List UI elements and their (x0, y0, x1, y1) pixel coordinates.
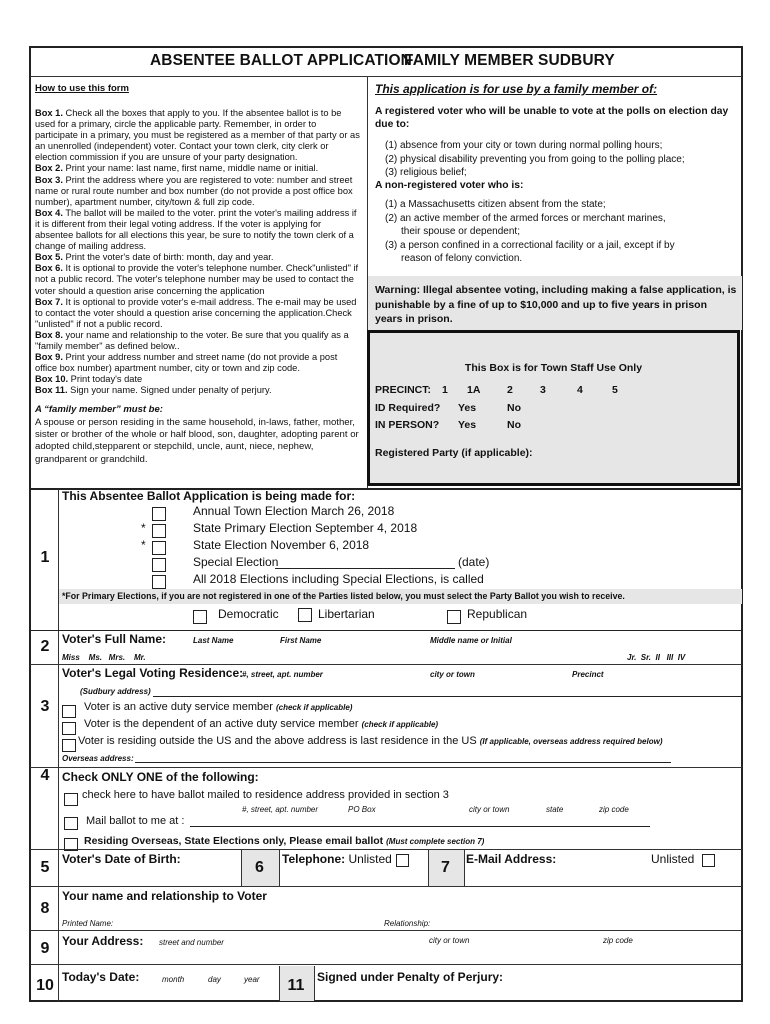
last-name-hint: Last Name (193, 636, 234, 645)
overseas-hint: Overseas address: (62, 754, 134, 763)
howto-item (35, 263, 361, 296)
party-label: Republican (467, 607, 528, 621)
divider (30, 664, 742, 665)
family-definition: A spouse or person residing in the same household, in-laws, father, mother, sister or brother of the whole or half blood, son, daughter, adopting parent or adopted child,stepparent or stepchild, uncle, aunt, niece, nephew, grandparent or grandchild. (35, 417, 359, 465)
s8-label: Your name and relationship to Voter (62, 889, 267, 903)
howto-box-number: Box 3. (35, 174, 63, 185)
city-hint: city or town (469, 805, 510, 814)
opt-text: Residing Overseas, State Elections only, Please email ballot (84, 835, 384, 847)
s1-heading: This Absentee Ballot Application is being made for: (62, 489, 356, 503)
s5-label: Voter's Date of Birth: (62, 852, 181, 866)
unlisted-label: Unlisted (651, 852, 695, 866)
party-label: Democratic (218, 607, 279, 621)
howto-item (35, 330, 361, 352)
year-hint: year (244, 975, 260, 984)
howto-box-number: Box 4. (35, 207, 63, 218)
howto-item (35, 252, 361, 263)
howto-box-number: Box 10. (35, 374, 69, 385)
asterisk: * (141, 521, 146, 535)
howto-box-number: Box 5. (35, 252, 63, 263)
howto-heading: How to use this form (35, 83, 129, 94)
howto-box-number: Box 1. (35, 108, 63, 118)
party-checkbox[interactable] (298, 606, 312, 624)
registered-voter: A registered voter who will be unable to vote at the polls on election day due to: (375, 106, 729, 130)
howto-box-text: Print today's date (68, 374, 143, 385)
reason-list (385, 139, 685, 180)
in-person-yes: Yes (458, 419, 477, 431)
divider (30, 930, 742, 931)
overseas-line[interactable] (135, 762, 671, 763)
divider (30, 76, 742, 77)
divider (30, 849, 742, 850)
reason-item: (3) religious belief; (385, 167, 467, 178)
opt-note: (If applicable, overseas address required below) (479, 737, 663, 746)
opt-text: Voter is an active duty service member (84, 701, 273, 713)
section-number: 9 (40, 940, 50, 957)
reason-item: (1) absence from your city or town during normal polling hours; (385, 140, 663, 151)
howto-box-text: Sign your name. Signed under penalty of perjury. (67, 385, 272, 396)
s10-label: Today's Date: (62, 970, 140, 984)
howto-item (35, 385, 361, 396)
howto-item (35, 352, 361, 374)
precinct-2: 2 (507, 384, 513, 396)
election-label: Annual Town Election March 26, 2018 (193, 504, 395, 518)
zip-hint: zip code (603, 936, 633, 945)
precinct-5: 5 (612, 384, 618, 396)
sudbury-hint: (Sudbury address) (80, 687, 151, 696)
residence-line[interactable] (153, 696, 741, 697)
po-hint: PO Box (348, 805, 376, 814)
email-unlisted-checkbox[interactable] (702, 852, 715, 870)
howto-item (35, 297, 361, 330)
howto-box-text: Print the address where you are registered to vote: number and street name or rural route number and box number (do not provide a post office box number), apartment number, city/town & full zip code. (35, 174, 353, 207)
date-label: (date) (458, 555, 490, 569)
in-person-no: No (507, 419, 521, 431)
precinct-1: 1 (442, 384, 448, 396)
howto-box-text: your name and relationship to the voter. Be sure that you qualify as a "family member" as defined below.. (35, 329, 349, 351)
opt-note: (Must complete section 7) (386, 837, 485, 846)
opt-text: Voter is residing outside the US and the above address is last residence in the US (78, 735, 477, 747)
section-number: 4 (40, 767, 50, 784)
section-number: 8 (40, 900, 50, 917)
street-hint: #, street, apt. number (242, 670, 323, 679)
primary-note: *For Primary Elections, if you are not registered in one of the Parties listed below, you must select the Party Ballot you wish to receive. (62, 591, 625, 601)
s2-label: Voter's Full Name: (62, 632, 166, 646)
registered-party-label: Registered Party (if applicable): (375, 447, 533, 459)
howto-box-number: Box 8. (35, 329, 63, 340)
howto-box-text: Print your address number and street name (do not provide a post office box number) apartment number, city or town and zip code. (35, 352, 338, 374)
opt-text: Voter is the dependent of an active duty service member (84, 718, 359, 730)
precinct-4: 4 (577, 384, 583, 396)
month-hint: month (162, 975, 185, 984)
election-label: All 2018 Elections including Special Elections, is called (193, 572, 484, 586)
howto-item (35, 163, 361, 174)
section-number: 7 (441, 859, 450, 876)
reason-item: reason of felony conviction. (401, 253, 523, 264)
election-checkbox[interactable] (152, 556, 166, 574)
election-checkbox[interactable] (152, 522, 166, 540)
party-label: Libertarian (318, 607, 375, 621)
relationship-hint: Relationship: (384, 919, 431, 928)
mail-to-line[interactable] (190, 826, 650, 827)
party-checkbox[interactable] (193, 608, 207, 626)
howto-item (35, 374, 361, 385)
howto-box-text: It is optional to provide voter's e-mail address. The e-mail may be used to contact the voter should a question arise concerning the application.Check "unlisted" if not a public record. (35, 296, 357, 329)
middle-name-hint: Middle name or Initial (430, 636, 512, 645)
dependent-checkbox[interactable] (62, 720, 76, 738)
reason-item: their spouse or dependent; (401, 226, 520, 237)
id-yes: Yes (458, 402, 477, 414)
phone-unlisted-checkbox[interactable] (396, 852, 409, 870)
precinct-1a: 1A (467, 384, 481, 396)
precinct-label: PRECINCT: (375, 384, 432, 396)
howto-box-number: Box 7. (35, 296, 63, 307)
divider (30, 886, 742, 887)
active-duty-checkbox[interactable] (62, 703, 76, 721)
opt-label: check here to have ballot mailed to residence address provided in section 3 (82, 789, 449, 801)
election-label: State Election November 6, 2018 (193, 538, 370, 552)
section-number: 10 (36, 977, 54, 994)
unlisted-label: Unlisted (348, 852, 392, 866)
s6-label (282, 852, 392, 866)
staff-heading: This Box is for Town Staff Use Only (464, 362, 643, 374)
precinct-3: 3 (540, 384, 546, 396)
howto-item (35, 208, 361, 252)
family-heading: A “family member” must be: (35, 404, 163, 415)
howto-box-text: Print your name: last name, first name, middle name or initial. (62, 163, 319, 174)
s3-label: Voter's Legal Voting Residence: (62, 666, 244, 680)
party-checkbox[interactable] (447, 608, 461, 626)
in-person-label: IN PERSON? (375, 419, 440, 431)
howto-box-text: It is optional to provide the voter's telephone number. Check"unlisted" if not a public record. The voter's telephone number may be used to contact the voter should a question arise concerning the application (35, 263, 359, 296)
opt-label (84, 701, 352, 713)
id-required-label: ID Required? (375, 402, 441, 414)
reason-item: (2) physical disability preventing you from going to the polling place; (385, 153, 685, 165)
opt-label (78, 735, 662, 747)
form-title: ABSENTEE BALLOT APPLICATION (150, 52, 412, 69)
howto-item (35, 108, 361, 163)
telephone-label: Telephone: (282, 852, 346, 866)
nonregistered-voter: A non-registered voter who is: (375, 180, 524, 191)
street-hint: street and number (159, 938, 224, 947)
id-no: No (507, 402, 521, 414)
section-number: 3 (40, 698, 50, 715)
section-number: 1 (40, 549, 50, 566)
warning-text: Warning: Illegal absentee voting, including making a false application, is punishable by a fine of up to $10,000 and up to five years in prison years in prison. (375, 284, 737, 325)
city-hint: city or town (430, 670, 475, 679)
election-label: Special Election (193, 555, 279, 569)
election-checkbox[interactable] (152, 505, 166, 523)
asterisk: * (141, 538, 146, 552)
howto-item (35, 175, 361, 208)
street-hint: #, street, apt. number (242, 805, 319, 814)
special-election-line[interactable] (275, 568, 455, 569)
overseas-checkbox[interactable] (62, 737, 76, 755)
opt-label (84, 718, 438, 730)
divider (30, 630, 742, 631)
s4-label: Check ONLY ONE of the following: (62, 770, 259, 784)
howto-box-number: Box 6. (35, 263, 63, 274)
opt-note: (check if applicable) (275, 703, 353, 712)
mail-to-checkbox[interactable] (64, 815, 78, 833)
reason-item: (2) an active member of the armed forces or merchant marines, (385, 212, 666, 224)
howto-box-text: Print the voter's date of birth: month, day and year. (62, 252, 274, 263)
section-number: 5 (40, 859, 50, 876)
printed-name-hint: Printed Name: (62, 919, 114, 928)
zip-hint: zip code (599, 805, 629, 814)
s7-label: E-Mail Address: (466, 852, 557, 866)
divider (30, 767, 742, 768)
city-hint: city or town (429, 936, 470, 945)
reason-item: (3) a person confined in a correctional facility or a jail, except if by (385, 239, 675, 251)
name-titles: Miss Ms. Mrs. Mr. (62, 653, 146, 662)
section-number: 6 (255, 859, 264, 876)
day-hint: day (208, 975, 221, 984)
section-number: 11 (287, 977, 305, 994)
s9-label: Your Address: (62, 934, 144, 948)
opt-label (84, 835, 484, 847)
howto-box-number: Box 2. (35, 163, 63, 174)
eligibility-heading: This application is for use by a family member of: (375, 82, 658, 96)
name-suffixes: Jr. Sr. II III IV (627, 653, 686, 662)
howto-box-text: Check all the boxes that apply to you. If the absentee ballot is to be used for a primary, circle the applicable party. Remember, in order to participate in a primary, you must be registered as a member of that party or as an unenrolled (independent) voter. Contact your town clerk, city clerk or election commission if you are unsure of your party designation. (35, 108, 360, 163)
opt-note: (check if applicable) (361, 720, 439, 729)
state-hint: state (546, 805, 564, 814)
howto-box-number: Box 11. (35, 385, 68, 396)
s11-label: Signed under Penalty of Perjury: (317, 970, 504, 984)
residence-mail-checkbox[interactable] (64, 791, 78, 809)
precinct-hint: Precinct (572, 670, 604, 679)
first-name-hint: First Name (280, 636, 322, 645)
divider (30, 964, 742, 965)
nonreason-list (385, 198, 675, 266)
howto-box-text: The ballot will be mailed to the voter. print the voter's mailing address if it is different from their legal voting address. If the voter is applying for absentee ballots for all elections this year, be sure to notify the town clerk of a change of mailing address. (35, 207, 357, 252)
reason-item: (1) a Massachusetts citizen absent from the state; (385, 199, 606, 210)
howto-instructions (35, 108, 361, 396)
opt-label: Mail ballot to me at : (86, 815, 185, 827)
election-checkbox[interactable] (152, 539, 166, 557)
election-label: State Primary Election September 4, 2018 (193, 521, 418, 535)
form-subtitle: FAMILY MEMBER SUDBURY (404, 52, 615, 69)
howto-box-number: Box 9. (35, 352, 63, 363)
section-number: 2 (40, 638, 50, 655)
